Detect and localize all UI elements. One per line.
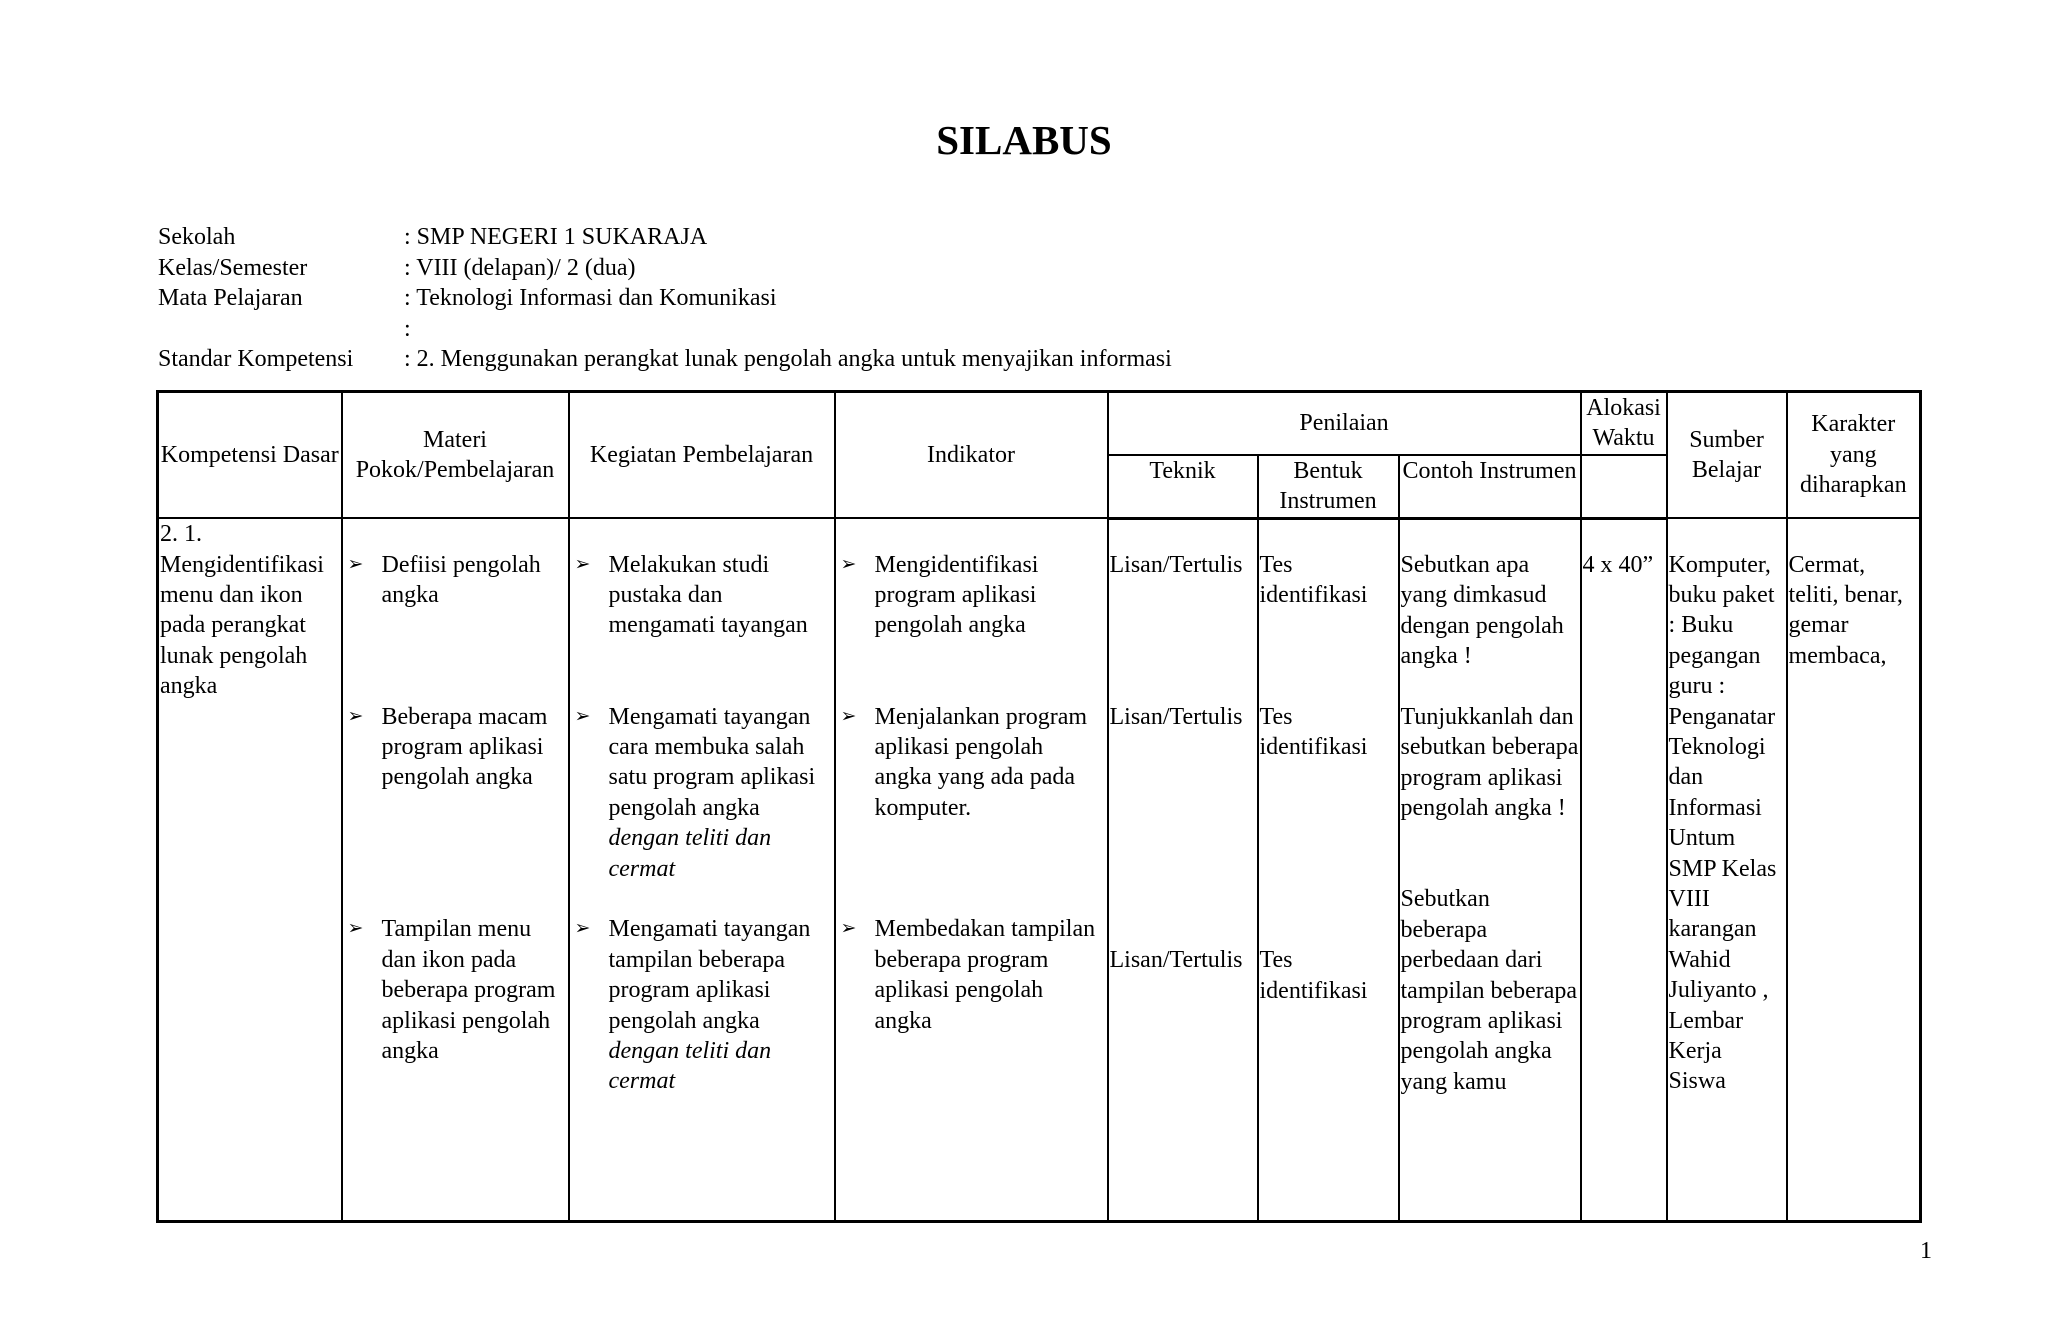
contoh-item-1: Sebutkan apa yang dimkasud dengan pengolah angka ! [1400, 552, 1564, 670]
materi-item-3: Tampilan menu dan ikon pada beberapa program aplikasi pengolah angka [381, 916, 556, 1064]
meta-row-class [158, 253, 1172, 284]
kegiatan-item-2-text: Mengamati tayangan cara membuka salah satu program aplikasi pengolah angka [608, 703, 816, 821]
cell-materi [342, 518, 569, 1221]
meta-label-school: Sekolah [158, 224, 236, 250]
arrow-bullet-icon: ➢ [574, 918, 591, 940]
cell-sumber [1667, 518, 1787, 1221]
syllabus-table [156, 390, 1922, 1223]
syllabus-meta [158, 222, 1172, 375]
bentuk-item-1: Tes identifikasi [1259, 552, 1368, 609]
arrow-bullet-icon: ➢ [347, 918, 364, 940]
header-kompetensi: Kompetensi Dasar [158, 392, 342, 519]
arrow-bullet-icon: ➢ [574, 553, 591, 575]
meta-value-school: : SMP NEGERI 1 SUKARAJA [404, 224, 708, 250]
list-item [344, 702, 567, 793]
arrow-bullet-icon: ➢ [347, 705, 364, 727]
header-sumber: Sumber Belajar [1667, 392, 1787, 519]
header-teknik: Teknik [1108, 455, 1258, 518]
meta-value-standard: : 2. Menggunakan perangkat lunak pengolah angka untuk menyajikan informasi [404, 346, 1172, 372]
header-contoh: Contoh Instrumen [1399, 455, 1581, 518]
cell-kegiatan [569, 518, 835, 1221]
list-item [837, 550, 1106, 641]
indikator-item-2: Menjalankan program aplikasi pengolah angka yang ada pada komputer. [874, 703, 1088, 821]
kompetensi-text: 2. 1. Mengidentifikasi menu dan ikon pada perangkat lunak pengolah angka [160, 521, 324, 700]
meta-value-blank: : [404, 315, 411, 342]
header-bentuk: Bentuk Instrumen [1258, 455, 1399, 518]
cell-contoh [1399, 518, 1581, 1221]
list-item [344, 914, 567, 1066]
header-kegiatan: Kegiatan Pembelajaran [569, 392, 835, 519]
contoh-item-2: Tunjukkanlah dan sebutkan beberapa program aplikasi pengolah angka ! [1400, 704, 1579, 822]
kegiatan-item-2 [609, 702, 833, 884]
cell-alokasi [1581, 518, 1667, 1221]
header-penilaian: Penilaian [1108, 392, 1581, 455]
list-item [571, 550, 833, 641]
page-number: 1 [1920, 1238, 1932, 1264]
cell-bentuk [1258, 518, 1399, 1221]
teknik-item-2: Lisan/Tertulis [1109, 704, 1243, 731]
arrow-bullet-icon: ➢ [347, 553, 364, 575]
materi-item-1: Defiisi pengolah angka [381, 551, 541, 608]
document-title: SILABUS [936, 117, 1112, 163]
list-item [837, 702, 1106, 824]
bentuk-item-2: Tes identifikasi [1259, 704, 1368, 761]
cell-karakter [1787, 518, 1921, 1221]
kegiatan-item-3-italic: dengan teliti dan cermat [608, 1037, 772, 1095]
header-indikator: Indikator [835, 392, 1108, 519]
indikator-item-3: Membedakan tampilan beberapa program aplikasi pengolah angka [874, 916, 1096, 1034]
teknik-item-1: Lisan/Tertulis [1109, 552, 1243, 579]
bentuk-item-3: Tes identifikasi [1259, 947, 1368, 1004]
meta-label-class: Kelas/Semester [158, 254, 308, 281]
header-alokasi-empty [1581, 455, 1667, 518]
karakter-text: Cermat, teliti, benar, gemar membaca, [1788, 551, 1903, 669]
materi-item-2: Beberapa macam program aplikasi pengolah angka [381, 703, 548, 791]
header-alokasi: Alokasi Waktu [1581, 392, 1667, 455]
meta-label-subject: Mata Pelajaran [158, 285, 303, 311]
meta-value-subject: : Teknologi Informasi dan Komunikasi [404, 285, 777, 311]
list-item [344, 550, 567, 611]
kegiatan-item-3 [609, 914, 833, 1096]
cell-teknik [1108, 518, 1258, 1221]
alokasi-value: 4 x 40” [1582, 552, 1654, 579]
kegiatan-item-1: Melakukan studi pustaka dan mengamati tayangan [608, 551, 808, 639]
sumber-text: Komputer, buku paket : Buku pegangan guru : Penganatar Teknologi dan Informasi Untum SMP Kelas VIII karangan Wahid Juliyanto , Lembar Kerja Siswa [1668, 551, 1777, 1095]
kegiatan-item-2-italic: dengan teliti dan cermat [608, 825, 772, 882]
meta-row-standard [158, 344, 1172, 375]
teknik-item-3: Lisan/Tertulis [1109, 947, 1243, 974]
arrow-bullet-icon: ➢ [840, 918, 857, 940]
header-karakter: Karakter yang diharapkan [1787, 392, 1921, 519]
header-materi: Materi Pokok/Pembelajaran [342, 392, 569, 519]
arrow-bullet-icon: ➢ [840, 553, 857, 575]
arrow-bullet-icon: ➢ [574, 705, 591, 727]
meta-label-standard: Standar Kompetensi [158, 346, 354, 372]
contoh-item-3: Sebutkan beberapa perbedaan dari tampilan beberapa program aplikasi pengolah angka yang kamu [1400, 886, 1578, 1095]
meta-row-subject [158, 283, 1172, 314]
cell-kompetensi [158, 518, 342, 1221]
meta-label-blank [158, 314, 404, 345]
list-item [571, 702, 833, 884]
meta-row-blank [158, 314, 1172, 345]
arrow-bullet-icon: ➢ [840, 705, 857, 727]
indikator-item-1: Mengidentifikasi program aplikasi pengolah angka [874, 551, 1039, 639]
table-row [158, 518, 1921, 1221]
cell-indikator [835, 518, 1108, 1221]
meta-value-class: : VIII (delapan)/ 2 (dua) [404, 254, 636, 281]
list-item [837, 914, 1106, 1036]
meta-row-school [158, 222, 1172, 253]
kegiatan-item-3-text: Mengamati tayangan tampilan beberapa program aplikasi pengolah angka [608, 916, 811, 1034]
list-item [571, 914, 833, 1096]
